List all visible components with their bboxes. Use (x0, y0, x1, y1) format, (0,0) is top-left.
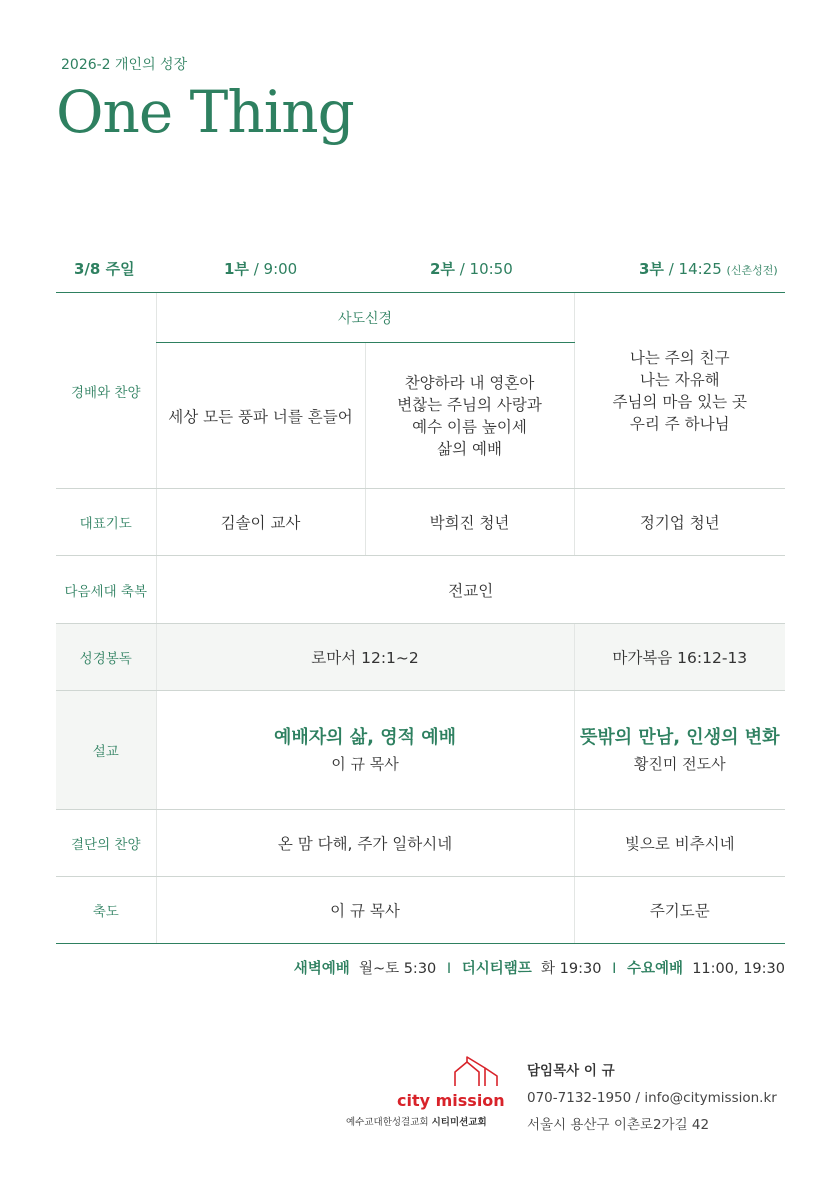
weekly-services (294, 957, 785, 978)
worship-songs-s1: 세상 모든 풍파 너를 흔들어 (156, 343, 365, 489)
sermon-title: 뜻밖의 만남, 인생의 변화 (580, 727, 780, 748)
song-line: 나는 주의 친구 (629, 348, 730, 367)
worship-schedule-table (56, 292, 785, 944)
sermon-preacher: 황진미 전도사 (633, 755, 726, 773)
worship-songs-s3 (574, 293, 785, 489)
separator: I (446, 961, 452, 977)
logo-wordmark: city mission (397, 1091, 505, 1110)
table-row (56, 556, 785, 624)
prayer-s3: 정기업 청년 (574, 489, 785, 556)
lamp-label: 더시티램프 (461, 961, 532, 977)
worship-songs-s2 (365, 343, 574, 489)
row-label-prayer: 대표기도 (56, 489, 156, 556)
table-row (56, 691, 785, 810)
service1-time: / 9:00 (248, 260, 298, 278)
table-row (56, 489, 785, 556)
senior-pastor: 담임목사 이 규 (527, 1063, 615, 1079)
wed-time: 11:00, 19:30 (692, 961, 785, 977)
contact-info (527, 1058, 777, 1139)
row-label-reading: 성경봉독 (56, 624, 156, 691)
service2-name: 2부 (430, 260, 455, 278)
service1-name: 1부 (224, 260, 249, 278)
row-label-response: 결단의 찬양 (56, 810, 156, 877)
blessing-all: 전교인 (156, 556, 785, 624)
benediction-s3: 주기도문 (574, 877, 785, 944)
row-label-benediction: 축도 (56, 877, 156, 944)
table-row (56, 624, 785, 691)
service-header (56, 256, 785, 292)
dawn-label: 새벽예배 (293, 961, 350, 977)
dawn-time: 월~토 5:30 (358, 961, 437, 977)
song-line: 우리 주 하나님 (629, 414, 730, 433)
row-label-worship: 경배와 찬양 (56, 293, 156, 489)
page-title: One Thing (56, 78, 354, 146)
lamp-time: 화 19:30 (541, 961, 602, 977)
service3-name: 3부 (639, 260, 664, 278)
prayer-s2: 박희진 청년 (365, 489, 574, 556)
denomination: 예수교대한성결교회 (346, 1117, 429, 1128)
phone-email: 070-7132-1950 / info@citymission.kr (527, 1090, 777, 1106)
reading-s3: 마가복음 16:12-13 (574, 624, 785, 691)
service2-time: / 10:50 (454, 260, 513, 278)
sermon-title: 예배자의 삶, 영적 예배 (273, 727, 457, 748)
response-s12: 온 맘 다해, 주가 일하시네 (156, 810, 574, 877)
service3-note: (신촌성전) (726, 264, 778, 277)
sermon-s12 (156, 691, 574, 810)
song-line: 변찮는 주님의 사랑과 (397, 395, 542, 414)
song-line: 예수 이름 높이세 (412, 417, 527, 436)
song-line: 찬양하라 내 영혼아 (404, 373, 535, 392)
table-row (56, 810, 785, 877)
response-s3: 빛으로 비추시네 (574, 810, 785, 877)
table-row (56, 293, 785, 343)
address: 서울시 용산구 이촌로2가길 42 (527, 1117, 710, 1133)
song-line: 삶의 예배 (437, 439, 502, 458)
sermon-s3 (574, 691, 785, 810)
row-label-sermon: 설교 (56, 691, 156, 810)
benediction-s12: 이 규 목사 (156, 877, 574, 944)
sermon-preacher: 이 규 목사 (331, 755, 399, 773)
logo-subtitle (346, 1114, 487, 1128)
table-row (56, 877, 785, 944)
row-label-blessing: 다음세대 축복 (56, 556, 156, 624)
prayer-s1: 김솔이 교사 (156, 489, 365, 556)
series-subtitle: 2026-2 개인의 성장 (61, 57, 188, 73)
song-line: 주님의 마음 있는 곳 (612, 392, 748, 411)
separator: I (612, 961, 617, 977)
service3-time: / 14:25 (663, 260, 722, 278)
song-line: 나는 자유해 (639, 370, 720, 389)
wed-label: 수요예배 (626, 961, 683, 977)
reading-s12: 로마서 12:1~2 (156, 624, 574, 691)
church-name: 시티미션교회 (431, 1117, 487, 1128)
service-date: 3/8 주일 (74, 260, 135, 278)
creed-cell: 사도신경 (156, 293, 574, 343)
